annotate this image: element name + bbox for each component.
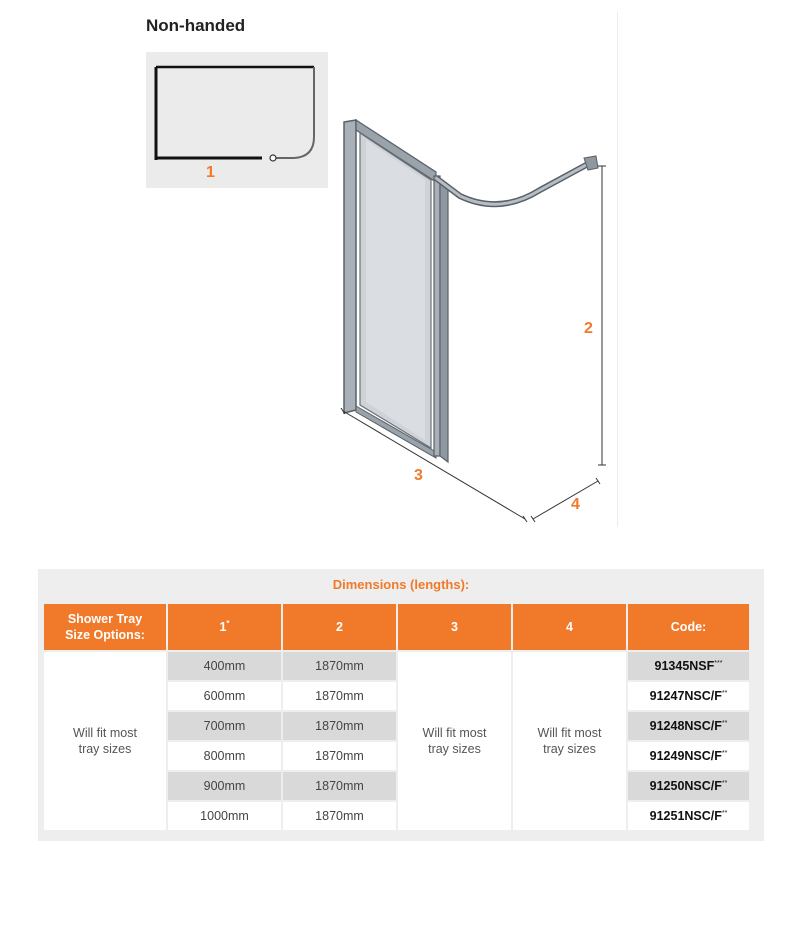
width-dimension-label: 3 bbox=[414, 467, 423, 484]
depth-dimension-label: 4 bbox=[571, 496, 580, 513]
plan-view-panel bbox=[146, 52, 328, 188]
size-cell: 400mm bbox=[168, 652, 281, 680]
height-cell: 1870mm bbox=[283, 652, 396, 680]
enclosure-diagram bbox=[330, 110, 620, 530]
code-cell: 91251NSC/F** bbox=[628, 802, 749, 830]
plan-view-drawing bbox=[146, 52, 328, 188]
code-cell: 91250NSC/F** bbox=[628, 772, 749, 800]
size-cell: 900mm bbox=[168, 772, 281, 800]
header-code: Code: bbox=[628, 604, 749, 650]
height-cell: 1870mm bbox=[283, 772, 396, 800]
header-size-options: Shower Tray Size Options: bbox=[44, 604, 166, 650]
col3-fit-cell: Will fit most tray sizes bbox=[398, 652, 511, 830]
height-cell: 1870mm bbox=[283, 682, 396, 710]
dimensions-table bbox=[42, 602, 751, 832]
header-col-1: 1* bbox=[168, 604, 281, 650]
code-cell: 91345NSF*** bbox=[628, 652, 749, 680]
table-row bbox=[44, 652, 749, 680]
size-cell: 1000mm bbox=[168, 802, 281, 830]
height-dimension-label: 2 bbox=[584, 320, 593, 337]
size-cell: 600mm bbox=[168, 682, 281, 710]
dimensions-table-panel bbox=[38, 569, 764, 841]
header-col-2: 2 bbox=[283, 604, 396, 650]
height-cell: 1870mm bbox=[283, 712, 396, 740]
dimensions-caption: Dimensions (lengths): bbox=[332, 577, 470, 592]
col4-fit-cell: Will fit most tray sizes bbox=[513, 652, 626, 830]
code-cell: 91248NSC/F** bbox=[628, 712, 749, 740]
page-title: Non-handed bbox=[146, 16, 246, 35]
table-header-row bbox=[44, 604, 749, 650]
size-cell: 800mm bbox=[168, 742, 281, 770]
header-col-3: 3 bbox=[398, 604, 511, 650]
height-cell: 1870mm bbox=[283, 742, 396, 770]
header-col-4: 4 bbox=[513, 604, 626, 650]
size-cell: 700mm bbox=[168, 712, 281, 740]
plan-dimension-label: 1 bbox=[206, 164, 215, 181]
fit-cell: Will fit most tray sizes bbox=[44, 652, 166, 830]
height-cell: 1870mm bbox=[283, 802, 396, 830]
code-cell: 91249NSC/F** bbox=[628, 742, 749, 770]
code-cell: 91247NSC/F** bbox=[628, 682, 749, 710]
